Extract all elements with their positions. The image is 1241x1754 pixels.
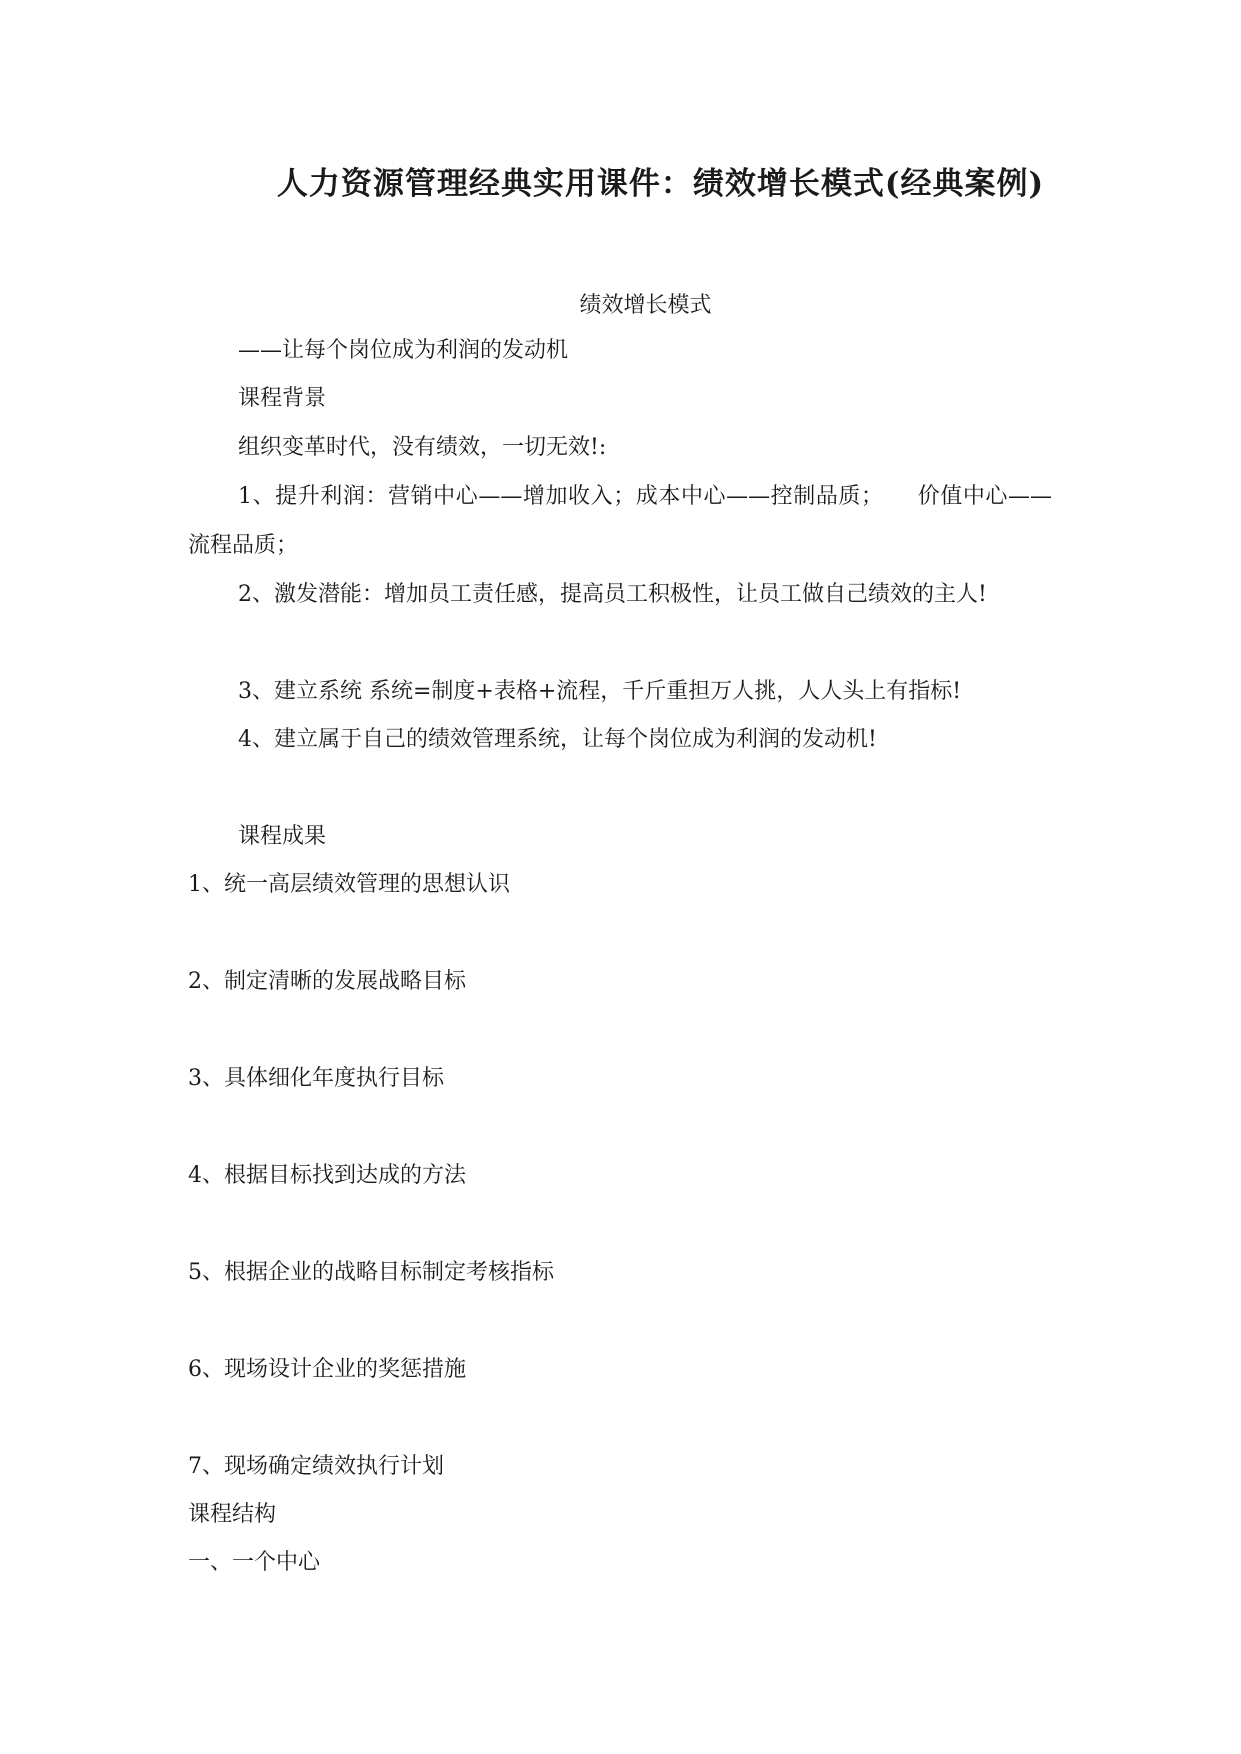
background-point: 2、激发潜能：增加员工责任感，提高员工积极性，让员工做自己绩效的主人! <box>238 582 987 607</box>
result-item: 5、根据企业的战略目标制定考核指标 <box>188 1260 554 1285</box>
structure-item: 一、一个中心 <box>188 1550 321 1575</box>
background-heading: 课程背景 <box>238 386 327 411</box>
document-title: 人力资源管理经典实用课件：绩效增长模式(经典案例) <box>276 166 1045 202</box>
background-intro: 组织变革时代，没有绩效，一切无效!: <box>238 435 607 460</box>
structure-heading: 课程结构 <box>188 1502 277 1527</box>
results-heading: 课程成果 <box>238 824 327 849</box>
result-item: 1、统一高层绩效管理的思想认识 <box>188 872 510 897</box>
result-item: 6、现场设计企业的奖惩措施 <box>188 1357 466 1382</box>
result-item: 7、现场确定绩效执行计划 <box>188 1454 444 1479</box>
background-point: 4、建立属于自己的绩效管理系统，让每个岗位成为利润的发动机! <box>238 727 877 752</box>
result-item: 4、根据目标找到达成的方法 <box>188 1163 466 1188</box>
background-point: 3、建立系统 系统=制度+表格+流程，千斤重担万人挑，人人头上有指标! <box>238 679 962 704</box>
result-item: 2、制定清晰的发展战略目标 <box>188 969 466 994</box>
course-tagline: ——让每个岗位成为利润的发动机 <box>238 338 569 363</box>
background-point: 1、提升利润：营销中心——增加收入；成本中心——控制品质； 价值中心——流程品质； <box>188 484 1052 558</box>
result-item: 3、具体细化年度执行目标 <box>188 1066 444 1091</box>
course-subtitle: 绩效增长模式 <box>579 293 712 318</box>
